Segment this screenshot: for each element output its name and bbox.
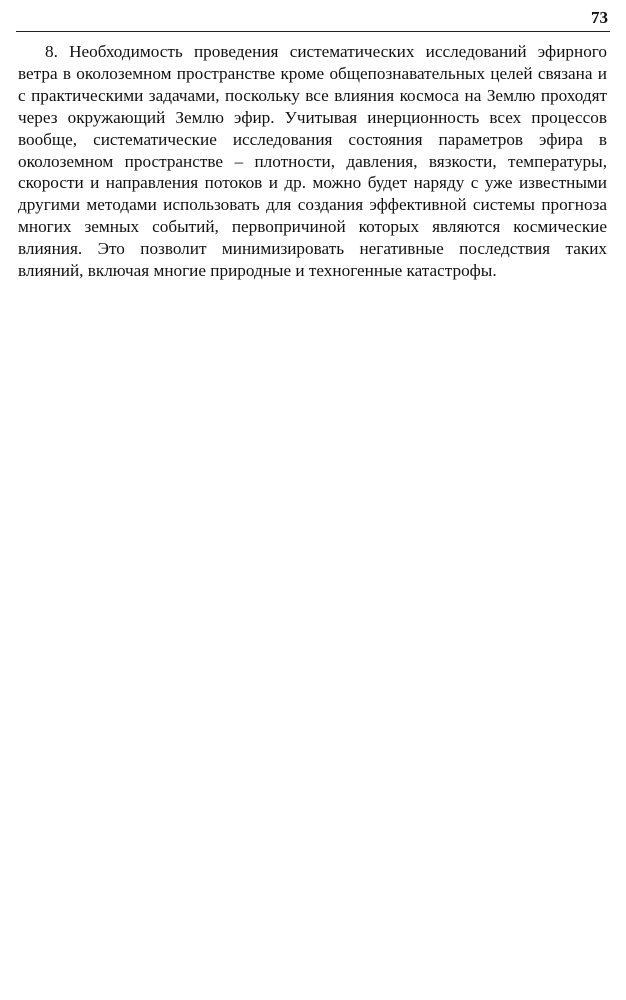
page-header <box>16 0 610 32</box>
page-number: 73 <box>591 8 608 27</box>
body-paragraph: 8. Необходимость проведения систематических исследований эфирного ветра в околоземном пространстве кроме общепознавательных целей связана и с практическими задачами, поскольку все влияния космоса на Землю проходят через окружающий Землю эфир. Учитывая инерционность всех процессов вообще, систематические исследования состояния параметров эфира в околоземном пространстве – плотности, давления, вязкости, температуры, скорости и направления потоков и др. можно будет наряду с уже известными другими методами использовать для создания эффективной системы прогноза многих земных событий, первопричиной которых являются космические влияния. Это позволит минимизировать негативные последствия таких влияний, включая многие природные и техногенные катастрофы. <box>18 42 607 281</box>
